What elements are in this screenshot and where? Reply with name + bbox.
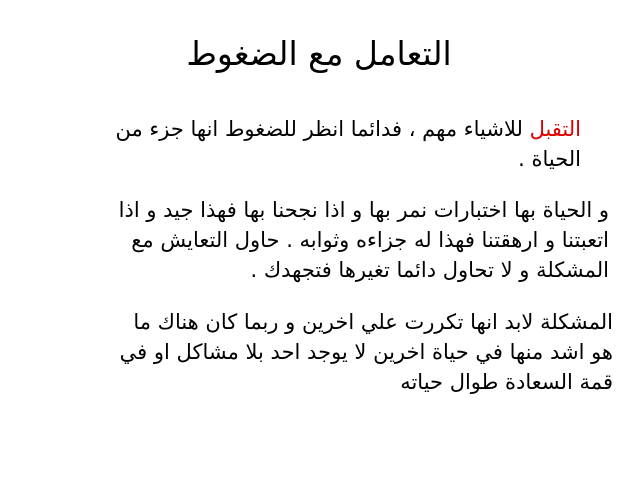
paragraph-line: قمة السعادة طوال حياته — [400, 370, 613, 394]
paragraph-line: المشكلة و لا تحاول دائما تغيرها فتجهدك . — [250, 258, 609, 282]
paragraph-problem — [10, 307, 613, 397]
paragraph-line: المشكلة لابد انها تكررت علي اخرين و ربما كان هناك ما — [133, 310, 613, 334]
highlighted-word: التقبل — [529, 117, 581, 141]
paragraph-line: اتعبتنا و ارهقتنا فهذا له جزاءه وثوابه . حاول التعايش مع — [131, 228, 609, 252]
paragraph-life-tests — [10, 195, 609, 285]
paragraph-acceptance — [10, 114, 581, 174]
line-text: للاشياء مهم ، فدائما انظر للضغوط انها جزء من — [115, 117, 530, 141]
paragraph-line — [10, 114, 581, 144]
paragraph-line: الحياة . — [518, 147, 581, 171]
paragraph-line: و الحياة بها اختبارات نمر بها و اذا نجحنا بها فهذا جيد و اذا — [118, 198, 609, 222]
paragraph-line: هو اشد منها في حياة اخرين لا يوجد احد بلا مشاكل او في — [119, 340, 613, 364]
slide-title: التعامل مع الضغوط — [186, 34, 452, 73]
